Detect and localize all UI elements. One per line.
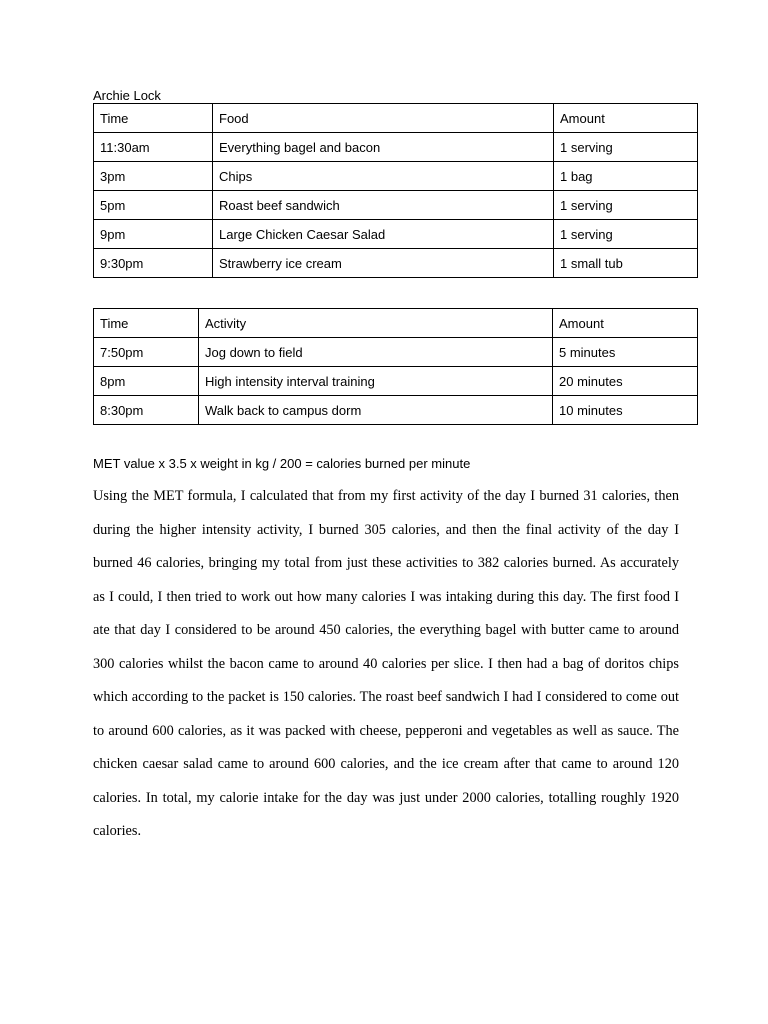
calorie-summary-paragraph: Using the MET formula, I calculated that from my first activity of the day I burned 31 calories, then during the higher intensity activity, I burned 305 calories, and then the final activity of the day I burned 46 calories, bringing my total from just these activities to 382 calories burned. As accurately as I could, I then tried to work out how many calories I was intaking during this day. The first food I ate that day I considered to be around 450 calories, the everything bagel with butter came to around 300 calories whilst the bacon came to around 40 calories per slice. I then had a bag of doritos chips which according to the packet is 150 calories. The roast beef sandwich I had I considered to come out to around 600 calories, as it was packed with cheese, pepperoni and vegetables as well as sauce. The chicken caesar salad came to around 600 calories, and the ice cream after that came to around 120 calories. In total, my calorie intake for the day was just under 2000 calories, totalling roughly 1920 calories. [93,488,679,839]
food-log-table [93,103,698,278]
table-cell: 7:50pm [94,338,199,367]
header-cell-time: Time [94,309,199,338]
table-row [94,249,698,278]
table-cell: Everything bagel and bacon [213,133,554,162]
header-cell-activity: Activity [199,309,553,338]
table-header-row [94,104,698,133]
table-cell: 8:30pm [94,396,199,425]
met-formula: MET value x 3.5 x weight in kg / 200 = calories burned per minute [93,456,471,471]
table-cell: 9:30pm [94,249,213,278]
table-cell: 8pm [94,367,199,396]
header-cell-amount: Amount [553,309,698,338]
table-cell: 1 serving [554,133,698,162]
table-cell: 1 serving [554,220,698,249]
table-cell: Large Chicken Caesar Salad [213,220,554,249]
table-cell: 1 serving [554,191,698,220]
table-row [94,367,698,396]
table-cell: 10 minutes [553,396,698,425]
table-row [94,133,698,162]
table-cell: 20 minutes [553,367,698,396]
table-cell: 3pm [94,162,213,191]
table-cell: High intensity interval training [199,367,553,396]
header-cell-food: Food [213,104,554,133]
header-cell-time: Time [94,104,213,133]
table-row [94,162,698,191]
table-row [94,220,698,249]
table-cell: Chips [213,162,554,191]
table-header-row [94,309,698,338]
table-row [94,338,698,367]
table-cell: 9pm [94,220,213,249]
table-row [94,191,698,220]
table-cell: 11:30am [94,133,213,162]
table-cell: 5pm [94,191,213,220]
activity-log-table [93,308,698,425]
table-cell: 1 bag [554,162,698,191]
header-cell-amount: Amount [554,104,698,133]
table-cell: Jog down to field [199,338,553,367]
table-cell: Walk back to campus dorm [199,396,553,425]
table-row [94,396,698,425]
table-cell: Roast beef sandwich [213,191,554,220]
author-name: Archie Lock [93,88,161,103]
table-cell: 1 small tub [554,249,698,278]
table-cell: 5 minutes [553,338,698,367]
table-cell: Strawberry ice cream [213,249,554,278]
